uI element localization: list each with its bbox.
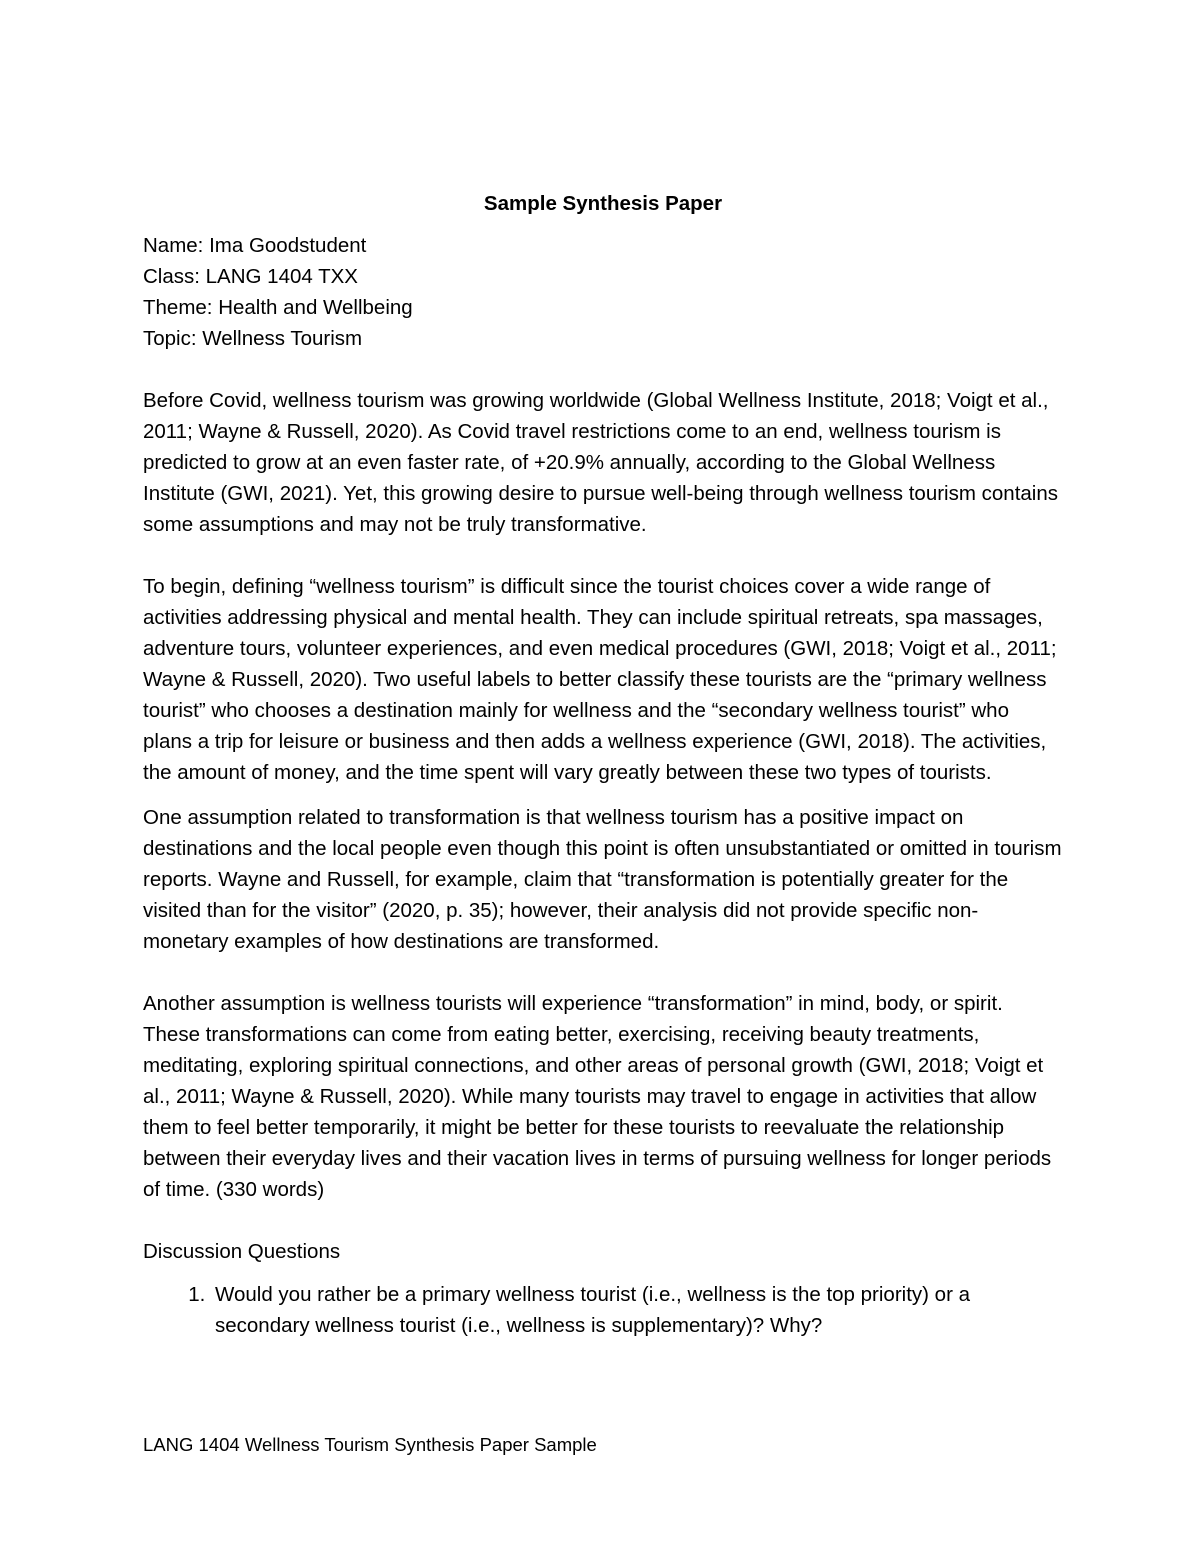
spacer bbox=[143, 957, 1063, 988]
paragraph-definition: To begin, defining “wellness tourism” is difficult since the tourist choices cover a wide range of activities addressing physical and mental health. They can include spiritual retreats, spa massages, adventure tours, volunteer experiences, and even medical procedures (GWI, 2018; Voigt et al., 2011; Wayne & Russell, 2020). Two useful labels to better classify these tourists are the “primary wellness tourist” who chooses a destination mainly for wellness and the “secondary wellness tourist” who plans a trip for leisure or business and then adds a wellness experience (GWI, 2018). The activities, the amount of money, and the time spent will vary greatly between these two types of tourists. bbox=[143, 575, 1057, 784]
meta-name: Name: Ima Goodstudent bbox=[143, 234, 367, 257]
spacer bbox=[143, 540, 1063, 571]
document-meta bbox=[143, 230, 1063, 354]
paragraph-intro: Before Covid, wellness tourism was growing worldwide (Global Wellness Institute, 2018; Voigt et al., 2011; Wayne & Russell, 2020). As Covid travel restrictions come to an end, wellness tourism is predicted to grow at an even faster rate, of +20.9% annually, according to the Global Wellness Institute (GWI, 2021). Yet, this growing desire to pursue well-being through wellness tourism contains some assumptions and may not be truly transformative. bbox=[143, 389, 1058, 536]
meta-theme: Theme: Health and Wellbeing bbox=[143, 296, 413, 319]
document-title: Sample Synthesis Paper bbox=[483, 192, 723, 215]
page-footer: LANG 1404 Wellness Tourism Synthesis Paper Sample bbox=[143, 1434, 597, 1455]
meta-topic: Topic: Wellness Tourism bbox=[143, 327, 363, 350]
paragraph-assumption-one: One assumption related to transformation is that wellness tourism has a positive impact on destinations and the local people even though this point is often unsubstantiated or omitted in tourism reports. Wayne and Russell, for example, claim that “transformation is potentially greater for the visited than for the visitor” (2020, p. 35); however, their analysis did not provide specific non-monetary examples of how destinations are transformed. bbox=[143, 806, 1062, 953]
paragraph-assumption-two: Another assumption is wellness tourists will experience “transformation” in mind, body, or spirit. These transformations can come from eating better, exercising, receiving beauty treatments, meditating, exploring spiritual connections, and other areas of personal growth (GWI, 2018; Voigt et al., 2011; Wayne & Russell, 2020). While many tourists may travel to engage in activities that allow them to feel better temporarily, it might be better for these tourists to reevaluate the relationship between their everyday lives and their vacation lives in terms of pursuing wellness for longer periods of time. (330 words) bbox=[143, 992, 1052, 1201]
discussion-question-list bbox=[143, 1279, 1063, 1341]
document-body bbox=[143, 190, 1063, 1341]
spacer bbox=[143, 1205, 1063, 1236]
meta-class: Class: LANG 1404 TXX bbox=[143, 265, 358, 288]
spacer bbox=[143, 354, 1063, 385]
spacer bbox=[143, 788, 1063, 802]
discussion-question: 1. Would you rather be a primary wellness tourist (i.e., wellness is the top priority) or a secondary wellness tourist (i.e., wellness is supplementary)? Why? bbox=[211, 1279, 1063, 1341]
discussion-heading: Discussion Questions bbox=[143, 1240, 341, 1263]
